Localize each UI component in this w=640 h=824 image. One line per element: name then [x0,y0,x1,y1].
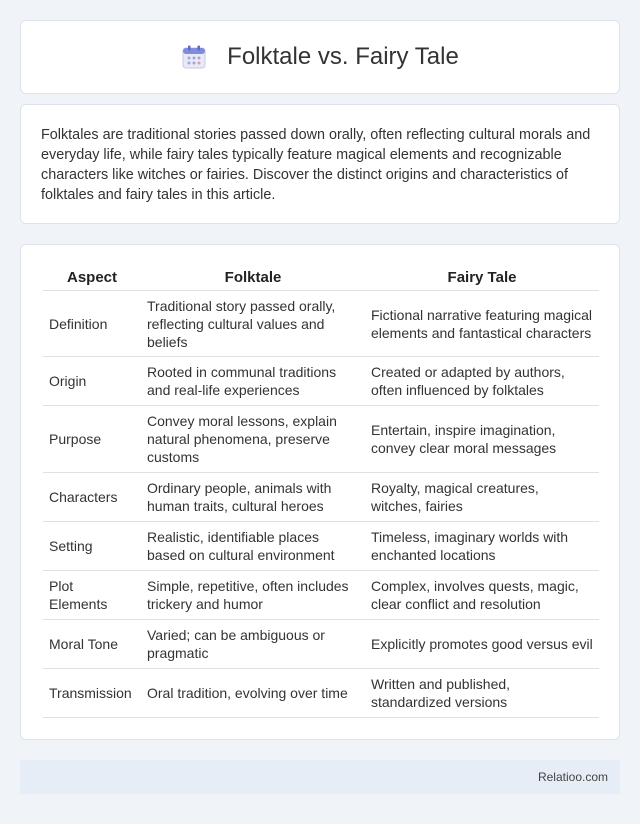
row-fairytale: Entertain, inspire imagination, convey clear moral messages [365,406,599,473]
row-aspect: Origin [43,357,141,406]
row-fairytale: Written and published, standardized versions [365,669,599,718]
table-header-row [43,263,599,291]
row-fairytale: Explicitly promotes good versus evil [365,620,599,669]
row-folktale: Ordinary people, animals with human traits, cultural heroes [141,473,365,522]
row-aspect: Definition [43,291,141,357]
row-folktale: Varied; can be ambiguous or pragmatic [141,620,365,669]
row-folktale: Realistic, identifiable places based on cultural environment [141,522,365,571]
row-aspect: Moral Tone [43,620,141,669]
table-row [43,406,599,473]
row-fairytale: Complex, involves quests, magic, clear conflict and resolution [365,571,599,620]
table-row [43,522,599,571]
row-fairytale: Timeless, imaginary worlds with enchanted locations [365,522,599,571]
row-folktale: Convey moral lessons, explain natural phenomena, preserve customs [141,406,365,473]
table-row [43,291,599,357]
table-row [43,620,599,669]
header-folktale: Folktale [141,263,365,291]
table-row [43,571,599,620]
header-aspect: Aspect [43,263,141,291]
row-folktale: Oral tradition, evolving over time [141,669,365,718]
intro-text: Folktales are traditional stories passed down orally, often reflecting cultural morals and everyday life, while fairy tales typically feature magical elements and recognizable characters like witches or fairies. Discover the distinct origins and characteristics of folktales and fairy tales in this article. [41,127,591,203]
page-title: Folktale vs. Fairy Tale [227,43,459,70]
row-folktale: Traditional story passed orally, reflecting cultural values and beliefs [141,291,365,357]
row-aspect: Plot Elements [43,571,141,620]
row-aspect: Characters [43,473,141,522]
table-row [43,473,599,522]
intro-card [20,104,620,224]
row-fairytale: Royalty, magical creatures, witches, fairies [365,473,599,522]
calendar-icon [181,44,207,70]
comparison-table [43,263,599,718]
title-card [20,20,620,94]
row-folktale: Rooted in communal traditions and real-life experiences [141,357,365,406]
row-fairytale: Fictional narrative featuring magical elements and fantastical characters [365,291,599,357]
row-folktale: Simple, repetitive, often includes trickery and humor [141,571,365,620]
footer-site-name: Relatioo.com [537,770,608,784]
title-wrap [181,43,459,71]
row-aspect: Setting [43,522,141,571]
header-fairytale: Fairy Tale [365,263,599,291]
row-fairytale: Created or adapted by authors, often influenced by folktales [365,357,599,406]
table-row [43,357,599,406]
comparison-card [20,244,620,740]
footer-bar [20,760,620,794]
table-row [43,669,599,718]
row-aspect: Purpose [43,406,141,473]
row-aspect: Transmission [43,669,141,718]
